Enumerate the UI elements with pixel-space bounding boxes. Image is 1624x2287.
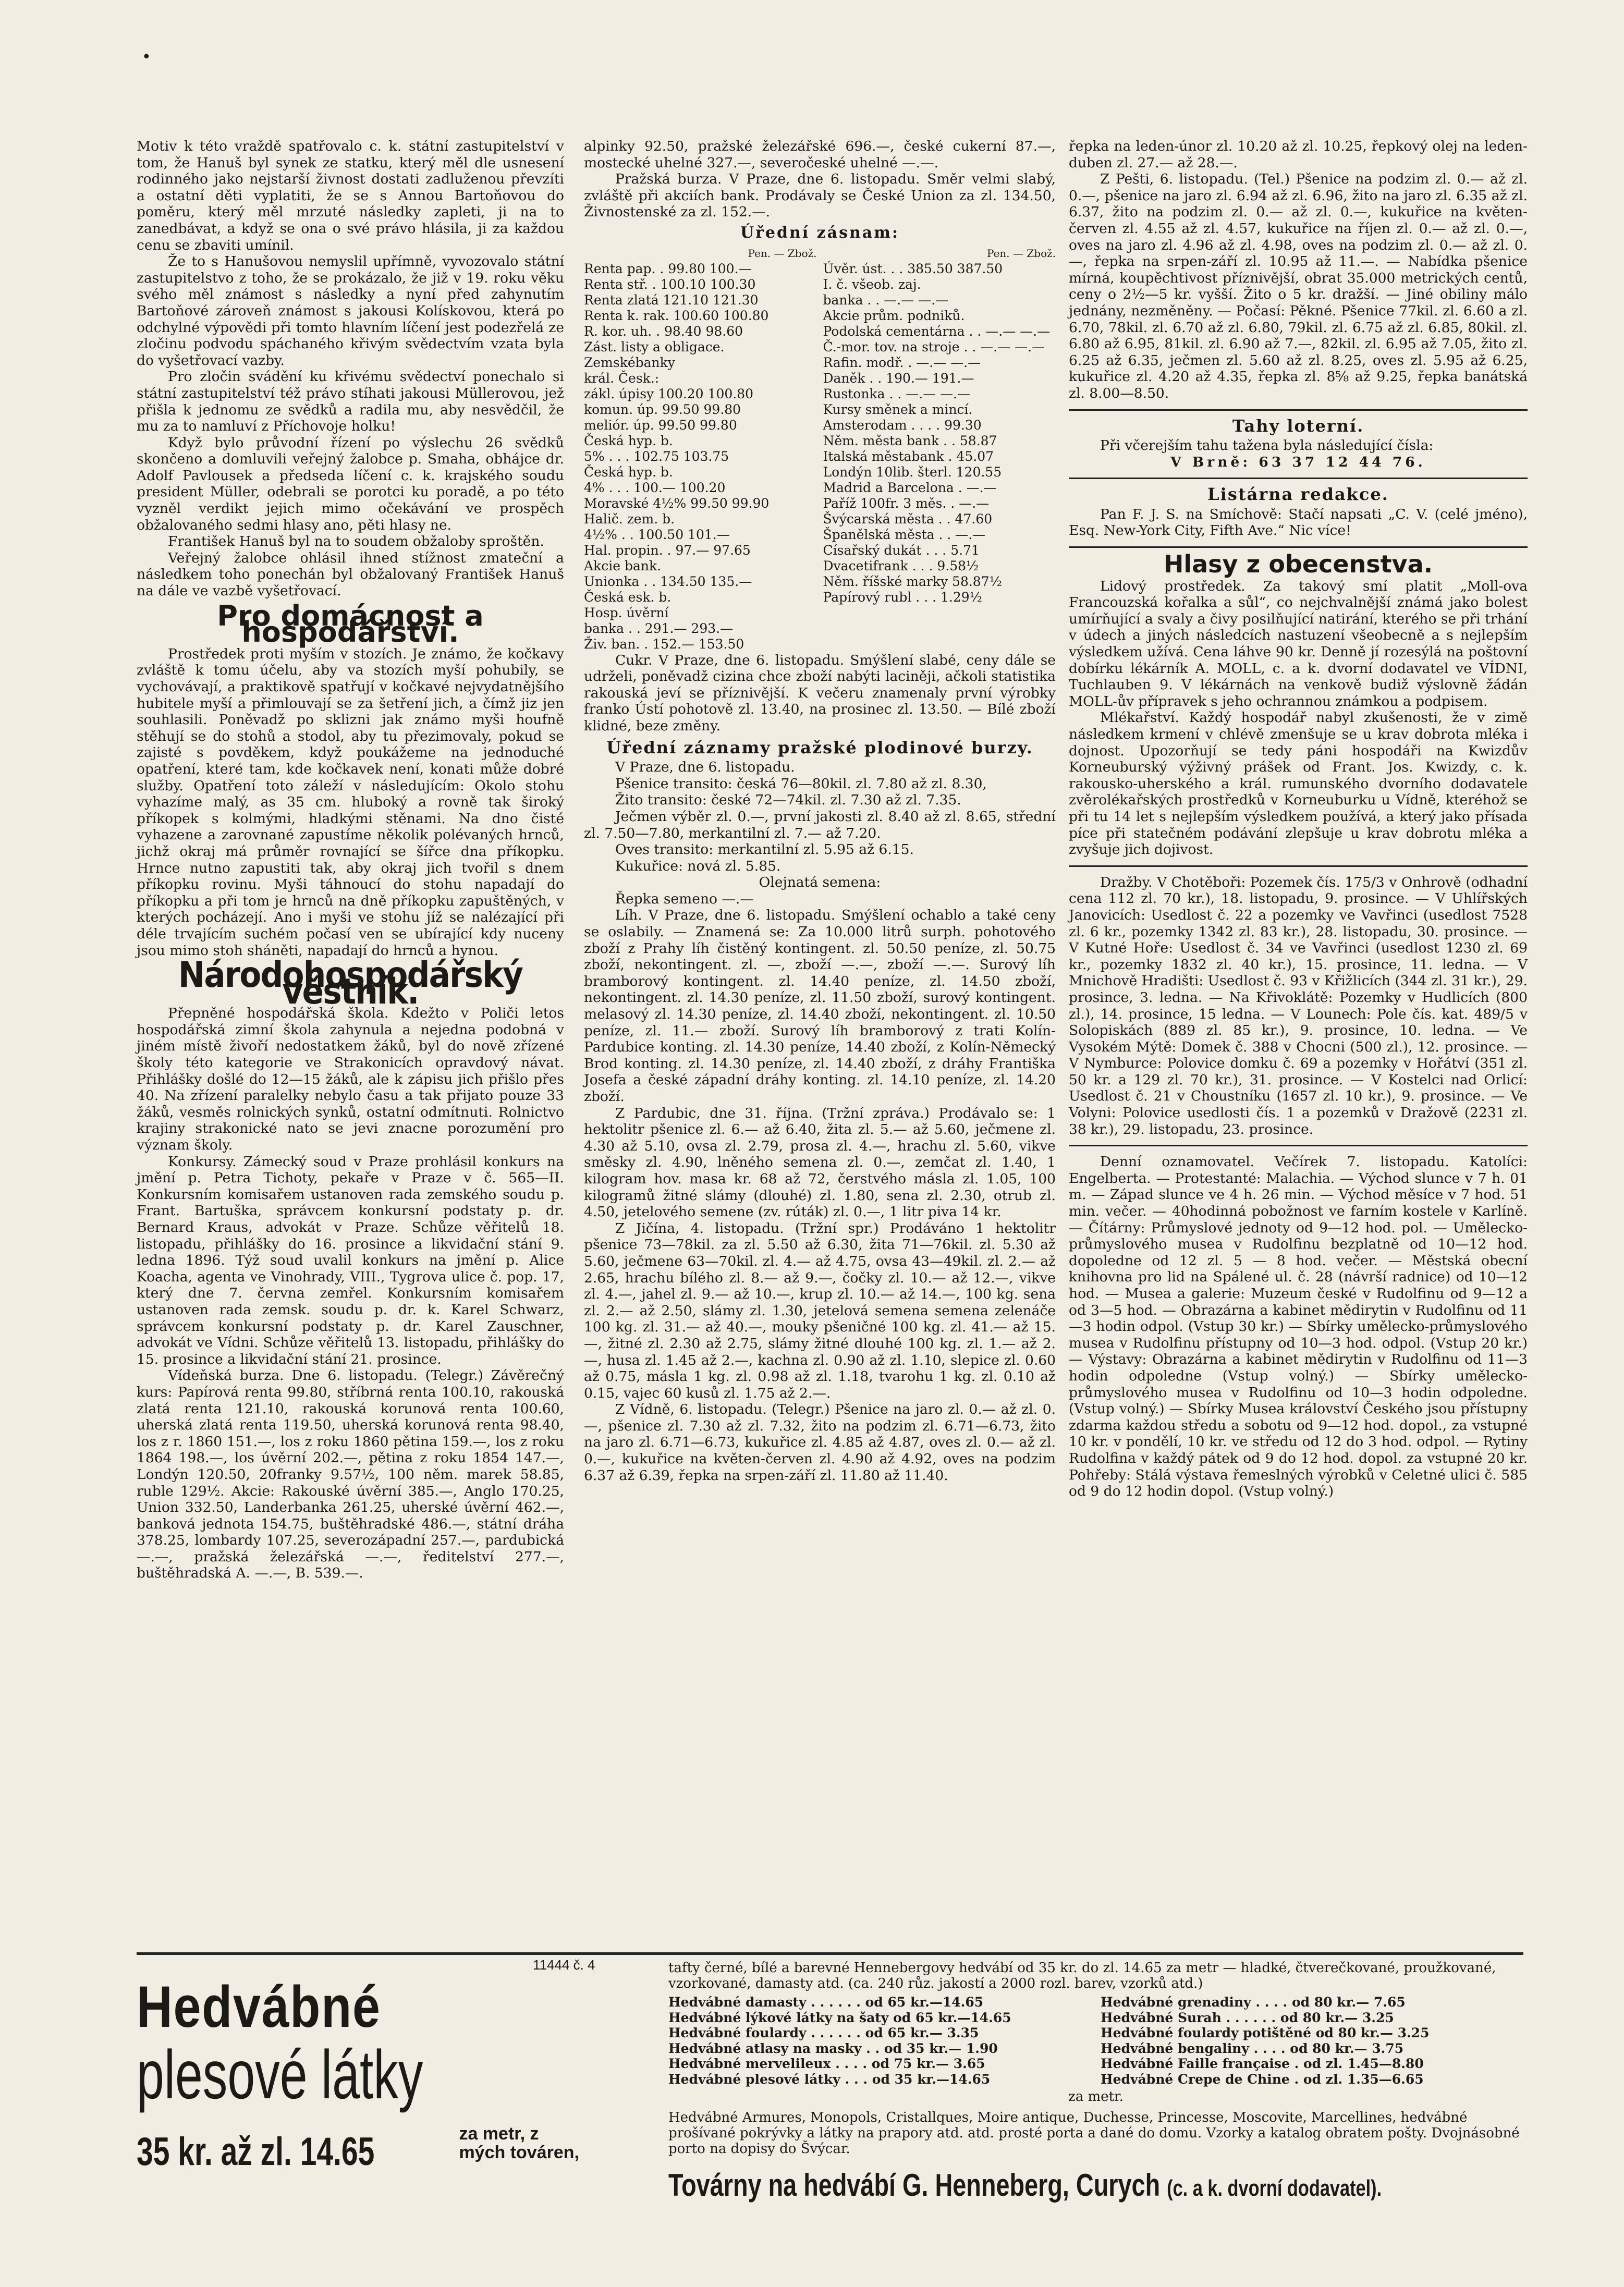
table-row: král. Česk.: <box>584 370 660 386</box>
divider <box>1069 1145 1528 1146</box>
section-heading-lottery: Tahy loterní. <box>1232 415 1364 436</box>
table-row: Rustonka . . —.— —.— <box>823 386 971 401</box>
lottery-label: V Brně: <box>1170 454 1251 470</box>
table-header: Pen. — Zbož. <box>987 247 1056 260</box>
ad-list-item: Hedvábné foulardy . . . . . . od 65 kr.— 3.35 <box>668 2025 979 2040</box>
section-heading-letters: Listárna redakce. <box>1207 484 1389 505</box>
table-row: Úvěr. úst. . . 385.50 387.50 <box>823 261 1003 276</box>
table-row: Renta stř. . 100.10 100.30 <box>584 276 756 292</box>
article-paragraph: Veřejný žalobce ohlásil ihned stížnost zmateční a následkem toho ponechán byl obžalovaný František Hanuš na dále ve vazbě vyšetřovací. <box>137 549 564 600</box>
article-paragraph: Ječmen výběr zl. 0.—, první jakosti zl. 8.40 až zl. 8.65, střední zl. 7.50—7.80, merkantilní zl. 7.— až 7.20. <box>584 808 1056 841</box>
article-paragraph: František Hanuš byl na to soudem obžaloby sproštěn. <box>168 533 544 550</box>
table-row: Hal. propin. . 97.— 97.65 <box>584 542 751 558</box>
table-row: Něm. města bank . . 58.87 <box>823 433 997 448</box>
article-paragraph: Pan F. J. S. na Smíchově: Stačí napsati „C. V. (celé jméno), Esq. New-York City, Fifth Ave.“ Nic více! <box>1069 506 1528 539</box>
article-paragraph: V Praze, dne 6. listopadu. <box>615 759 795 776</box>
divider <box>1069 865 1528 867</box>
ad-list-item: Hedvábné atlasy na masky . . od 35 kr.— 1.90 <box>668 2040 998 2056</box>
table-row: Hosp. úvěrní <box>584 605 669 620</box>
article-paragraph: Vídeňská burza. Dne 6. listopadu. (Telegr.) Závěrečný kurs: Papírová renta 99.80, stříbrná renta 100.10, rakouská zlatá renta 121.10, rakouská korunová renta 100.60, uherská zlatá renta 119.50, uherská korunová renta 98.40, los z r. 1860 151.—, los z roku 1860 pětina 159.—, los z roku 1864 198.—, los úvěrní 202.—, pětina z roku 1854 147.—, Londýn 120.50, 20franky 9.57½, 100 něm. marek 58.85, ruble 129½. Akcie: Rakouské úvěrní 385.—, Anglo 170.25, Union 332.50, Landerbanka 261.25, uherské úvěrní 462.—, banková jednota 154.75, buštěhradské 486.—, státní dráha 378.25, lombardy 107.25, severozápadní 257.—, pardubická —.—, pražská železářská —.—, ředitelství 277.—, buštěhradská A. —.—, B. 539.—. <box>137 1367 564 1582</box>
table-row: Renta pap. . 99.80 100.— <box>584 261 752 276</box>
article-paragraph: Při včerejším tahu tažena byla následující čísla: <box>1100 437 1434 454</box>
divider <box>1069 478 1528 479</box>
ad-list-item: Hedvábné bengaliny . . . . od 80 kr.— 3.75 <box>1101 2040 1404 2056</box>
page-mark: • <box>142 48 151 66</box>
table-row: Renta zlatá 121.10 121.30 <box>584 292 759 308</box>
article-paragraph: Pšenice transito: česká 76—80kil. zl. 7.80 až zl. 8.30, <box>615 775 987 792</box>
table-row: Zást. listy a obligace. <box>584 339 725 354</box>
ad-intro: tafty černé, bílé a barevné Hennebergovy hedvábí od 35 kr. do zl. 14.65 za metr — hladké, čtverečkované, proužkované, vzorkované, damasty atd. (ca. 240 růz. jakostí a 2000 rozl. barev, vzorků atd.) <box>668 1960 1496 1991</box>
section-heading-public-voices: Hlasy z obecenstva. <box>1163 550 1433 579</box>
table-row: Rafin. modř. . —.— —.— <box>823 354 981 370</box>
table-row: Švýcarská města . . 47.60 <box>823 511 993 527</box>
article-paragraph: Lidový prostředek. Za takový smí platit „Moll-ova Francouzská kořalka a sůl“, co nejchvalnější známá jako bolest umírňující a svaly a čivy posilňující natirání, kterého se při trhání v údech a jiných následcích nastuzení všeobecně a s nejlepším výsledkem užívá. Cena láhve 90 kr. Denně jí rozesýlá na poštovní dobírku lékárník A. MOLL, c. a k. dvorní dodavatel ve VÍDNI, Tuchlauben 9. V lékárnách na venkově budiž výslovně žádán MOLL-ův přípravek s jeho ochrannou známkou a podpisem. <box>1069 578 1528 710</box>
article-paragraph: alpinky 92.50, pražské železářské 696.—, české cukerní 87.—, mostecké uhelné 327.—, severočeské uhelné —.—. <box>584 138 1056 171</box>
ad-per-meter: za metr. <box>1068 2089 1124 2105</box>
exchange-table-left <box>584 246 817 652</box>
ad-price-list <box>668 1995 1523 2087</box>
table-row: Podolská cementárna . . —.— —.— <box>823 323 1051 339</box>
article-paragraph: Pro zločin svádění ku křivému svědectví ponechalo si státní zastupitelství též právo stíhati jakousi Müllerovou, jež přišla k jednomu ze svědků a radila mu, aby nesvědčil, že mu za to namluví z Příchovoje holku! <box>137 369 564 435</box>
article-paragraph: Pražská burza. V Praze, dne 6. listopadu. Směr velmi slabý, zvláště při akciích bank. Prodávaly se České Union za zl. 134.50, Živnostenské za zl. 152.—. <box>584 171 1056 221</box>
table-row: Halič. zem. b. <box>584 511 675 527</box>
table-row: Zemskébanky <box>584 354 675 370</box>
exchange-table-right <box>823 246 1056 652</box>
table-row: Česká hyp. b. <box>584 433 673 448</box>
table-row: meliór. úp. 99.50 99.80 <box>584 417 737 433</box>
divider <box>1069 546 1528 548</box>
table-row: Renta k. rak. 100.60 100.80 <box>584 308 769 323</box>
ad-footer-company: Továrny na hedvábí G. Henneberg, Curych <box>668 2168 1161 2203</box>
table-row: Česká hyp. b. <box>584 464 673 480</box>
article-paragraph: Z Pešti, 6. listopadu. (Tel.) Pšenice na podzim zl. 0.— až zl. 0.—, pšenice na jaro zl. 6.94 až zl. 6.96, žito na jaro zl. 6.35 až zl. 6.37, žito na podzim zl. 0.— až zl. 0.—, kukuřice na květen-červen zl. 4.55 až zl. 4.57, kukuřice na říjen zl. 0.— až zl. 0.—, oves na jaro zl. 4.96 až zl. 4.98, oves na podzim zl. 0.— až zl. 0.—, řepka na srpen-září zl. 10.95 až 11.—. — Nabídka pšenice mírná, koupěchtivost příznivější, obrat 35.000 metrických centů, ceny o 2½—5 kr. vyšší. Žito o 5 kr. dražší. — Jiné obiliny málo jednány, nezměněny. — Počasí: Pěkné. Pšenice 77kil. zl. 6.60 a zl. 6.70, 78kil. zl. 6.70 až zl. 6.80, 79kil. zl. 6.75 až zl. 6.85, 80kil. zl. 6.80 až 6.95, 81kil. zl. 6.90 až 7.—, 82kil. zl. 6.95 až 7.05, žito zl. 6.25 až 6.35, ječmen zl. 5.60 až zl. 8.25, oves zl. 5.95 až 6.25, kukuřice zl. 4.20 až 4.35, řepka zl. 8⅝ až 9.25, řepka banátská zl. 8.00—8.50. <box>1069 171 1528 401</box>
ad-closing: Hedvábné Armures, Monopols, Cristallques, Moire antique, Duchesse, Princesse, Moscovite, Marcellines, hedvábné prošívané pokrývky a látky na prapory atd. atd. prosté porta a dané do domu. Vzorky a katalog obratem pošty. Dvojnásobné porto na dopisy do Švýcar. <box>668 2110 1520 2157</box>
article-paragraph: Mlékařství. Každý hospodář nabyl zkušenosti, že v zimě následkem krmení v chlévě zmenšuje se u krav dobrota mléka i dojnost. Upozorňují se tedy páni hospodáři na Kwizdův Korneuburský výživný prášek od Frant. Jos. Kwizdy, c. k. rakousko-uherského a král. rumunského dvorního dodavatele zvěrolékařských prostředků v Korneuburku u Vídně, kteréhož se při tu 14 let s nejlepším výsledkem používá, a který jako přísada píce při statečném podávání zlepšuje u krav dobrotu mléka a zvyšuje jich dojivost. <box>1069 710 1528 858</box>
table-header: Pen. — Zbož. <box>748 247 817 260</box>
table-row: Amsterodam . . . . 99.30 <box>823 417 982 433</box>
ad-price-line <box>137 2111 658 2174</box>
ad-footer <box>668 2168 1382 2203</box>
divider <box>1069 409 1528 411</box>
ad-list-item: Hedvábné lýkové látky na šaty od 65 kr.—14.65 <box>668 2010 1011 2025</box>
section-heading-economy: Národohospodářský věstník. <box>178 955 523 1012</box>
table-row: Živ. ban. . 152.— 153.50 <box>584 636 744 652</box>
exchange-table-title: Úřední zásnam: <box>740 223 900 242</box>
table-row: Italská městabank . 45.07 <box>823 448 994 464</box>
ad-title-line-2: plesové látky <box>137 2036 423 2113</box>
article-paragraph: Z Pardubic, dne 31. října. (Tržní zpráva.) Prodávalo se: 1 hektolitr pšenice zl. 6.— až 6.40, žita zl. 5.— až 5.60, ječmene zl. 4.30 až 5.10, ovsa zl. 2.79, prosa zl. 4.—, hrachu zl. 5.60, vikve směsky zl. 4.90, lněného semena zl. 0.—, zemčat zl. 1.40, 1 kilogram hov. masa kr. 68 až 72, čerstvého másla zl. 1.05, 100 kilogramů žitné slámy (dlouhé) zl. 1.80, sena zl. 2.30, otrub zl. 4.50, jetelového semene (zv. rúták) zl. 0.—, 1 litr piva 14 kr. <box>584 1105 1056 1220</box>
article-paragraph: Prostředek proti myším v stozích. Je známo, že kočkavy zvláště k tomu účelu, aby va stozích myší pohubily, se vychovávají, a praktikově spatřují v kočkavé nejvydatnějšího hubitele myší a přimlouvají se za šetření jich, a čímž jiz jen souhlasili. Poněvadž po sklizni jak známo myši houfně stěhují se do stohů a stodol, aby tu přezimovaly, pokud se zajisté s povděkem, když poukážeme na jednoduché opatření, které tam, kde kočkavek není, konati může dobré služby. Opatření toto záleží v následujícím: Okolo stohu vyhazíme malý, as 35 cm. hluboký a rovně tak široký příkopek s kolmými, hladkými stěnami. Na dno čisté vyhazene a zarovnané zapustíme několik polévaných hrnců, jichž okraj má průměr rovnající se šířce dna příkopku. Hrnce nutno zapustiti tak, aby okraj jich tvořil s dnem příkopku rovinu. Myši táhnoucí do stohu napadají do příkopku a při tom je hrnců na dně příkopku zapuštěných, v kterých pocházejí. Ano i myši ve stohu jíž se nalézající při déle trvajícím suchém počasí ven se ubírající kdy nuceny jsou mimo stoh sháněti, napadají do hrnců a hynou. <box>137 645 564 959</box>
article-paragraph: Dražby. V Chotěboři: Pozemek čís. 175/3 v Onhrově (odhadní cena 112 zl. 70 kr.), 18. listopadu, 9. prosince. — V Uhlířských Janovicích: Usedlost č. 22 a pozemky ve Vavřinci (usedlost 7528 zl. 6 kr., pozemky 1342 zl. 83 kr.), 28. listopadu, 30. prosince. — V Kutné Hoře: Usedlost č. 34 ve Vavřinci (usedlost 1230 zl. 69 kr., pozemky 1832 zl. 40 kr.), 15. prosince, 11. ledna. — V Mnichově Hradišti: Usedlost č. 93 v Křižlicích (344 zl. 31 kr.), 29. prosince, 3. ledna. — Na Křivoklátě: Pozemky v Hudlicích (800 zl.), 14. prosince, 15 ledna. — V Lounech: Pole čís. kat. 489/5 v Solopiskách (889 zl. 85 kr.), 9. prosince, 10. ledna. — Ve Vysokém Mýtě: Domek č. 388 v Chocni (500 zl.), 12. prosince. — V Nymburce: Polovice domku č. 69 a pozemky v Hořátví (351 zl. 50 kr. a 129 zl. 70 kr.), 31. prosince. — V Kostelci nad Orlicí: Usedlost č. 21 v Choustníku (1657 zl. 10 kr.), 9. prosince. — Ve Volyni: Polovice usedlosti čís. 1 a pozemků v Dražově (2231 zl. 38 kr.), 29. listopadu, 23. prosince. <box>1069 874 1528 1138</box>
table-row: Č.-mor. tov. na stroje . . —.— —.— <box>823 339 1045 354</box>
table-row: Londýn 10lib. šterl. 120.55 <box>823 464 1002 480</box>
ad-list-item: Hedvábné mervelileux . . . . od 75 kr.— 3.65 <box>668 2056 985 2071</box>
article-paragraph: Kukuřice: nová zl. 5.85. <box>615 858 781 874</box>
table-row: Paříž 100fr. 3 měs. . —.— <box>823 495 990 511</box>
ad-price-suffix: za metr, z mých továren, <box>459 2123 579 2162</box>
article-paragraph: Přepněné hospodářská škola. Kdežto v Poliči letos hospodářská zimní škola zahynula a nejedna podobná v jiném místě živoří nedostatkem žáků, byl do nově zřízené školy této kategorie ve Strakonicích opravdový návat. Přihlášky došlé do 12—15 žáků, ale k zápisu jich přišlo přes 40. Na zřízení paralelky nebylo času a tak přijato pouze 33 žáků, vesměs rolnických synků, ostatní odmítnuti. Rolnictvo krajiny strakonické nato se jevi znacne porozumění pro význam školy. <box>137 1005 564 1154</box>
table-row: Daněk . . 190.— 191.— <box>823 370 974 386</box>
ad-details-block <box>668 1960 1523 2203</box>
article-paragraph: Olejnatá semena: <box>759 874 881 891</box>
article-paragraph: Oves transito: merkantilní zl. 5.95 až 6.15. <box>615 841 914 858</box>
ad-footer-suffix: (c. a k. dvorní dodavatel). <box>1167 2175 1382 2201</box>
table-row: Česká esk. b. <box>584 589 671 605</box>
ad-title-line-1: Hedvábné <box>137 1974 381 2039</box>
column-2 <box>584 138 1056 1484</box>
article-paragraph: Z Vídně, 6. listopadu. (Telegr.) Pšenice na jaro zl. 0.— až zl. 0.—, pšenice zl. 7.30 až zl. 7.32, žito na podzim zl. 6.71—6.73, žito na jaro zl. 6.71—6.73, kukuřice zl. 4.85 až 4.87, oves zl. 0.— až zl. 0.—, kukuřice na květen-červen zl. 4.90 až 4.92, oves na podzim 6.37 až 6.39, řepka na srpen-září zl. 11.80 až 11.40. <box>584 1401 1056 1484</box>
ad-list-item: Hedvábné Faille française . od zl. 1.45—8.80 <box>1101 2056 1424 2071</box>
table-row: banka . . 291.— 293.— <box>584 620 734 636</box>
article-paragraph: Že to s Hanušovou nemyslil upřímně, vyvozovalo státní zastupitelstvo z toho, že se prokázalo, že již v 19. roku věku svého měl známost s následky a nyní před zahynutím Bartoňové zároveň známost s jakousi Kolískovou, která po odchylné výpovědi při tomto hlavním líčení jest podezřelá ze zločinu podvodu spáchaného křivým svědectvím vzata byla do vyšetřovací vazby. <box>137 253 564 369</box>
table-row: Kursy směnek a mincí. <box>823 401 973 417</box>
article-paragraph: Cukr. V Praze, dne 6. listopadu. Smýšlení slabé, ceny dále se udrželi, poněvadž cizina chce zboží nabýti laciněji, ačkoli statistika rakouská jeví se příznivější. K večeru znamenaly první výrobky franko Ústí pohotově zl. 13.40, na prosinec zl. 13.50. — Bílé zboží klidné, beze změny. <box>584 652 1056 734</box>
table-row: 4% . . . 100.— 100.20 <box>584 480 726 495</box>
table-row: komun. úp. 99.50 99.80 <box>584 401 741 417</box>
table-row: Něm. říšské marky 58.87½ <box>823 573 1002 589</box>
ad-list-item: Hedvábné damasty . . . . . . od 65 kr.—14.65 <box>668 1995 984 2010</box>
table-row: 4½% . . 100.50 101.— <box>584 527 730 542</box>
table-row: zákl. úpisy 100.20 100.80 <box>584 386 754 401</box>
ad-list-item: Hedvábné Crepe de Chine . od zl. 1.35—6.65 <box>1101 2071 1424 2087</box>
article-paragraph: Konkursy. Zámecký soud v Praze prohlásil konkurs na jmění p. Petra Tichoty, pekaře v Praze v č. 565—II. Konkursním komisařem ustanoven rada zemského soudu p. Frant. Bartuška, správcem konkursní podstaty p. dr. Bernard Kraus, advokát v Praze. Schůze věřitelů 18. listopadu, přihlášky do 16. prosince a likvidační stání 9. ledna 1896. Týž soud uvalil konkurs na jmění p. Alice Koacha, agenta ve Vinohrady, VIII., Tygrova ulice č. pop. 17, který dne 7. června zemřel. Konkursním komisařem ustanoven rada zemsk. soudu p. dr. k. Karel Schwarz, správcem konkursní podstaty p. dr. Karel Zauschner, advokát ve Vídni. Schůze věřitelů 13. listopadu, přihlášky do 15. prosince a likvidační stání 21. prosince. <box>137 1153 564 1367</box>
table-row: Madrid a Barcelona . —.— <box>823 480 997 495</box>
column-3 <box>1069 138 1528 1500</box>
table-row: Akcie bank. <box>584 558 662 573</box>
exchange-table <box>584 246 1056 652</box>
table-row: Dvacetifrank . . . 9.58½ <box>823 558 979 573</box>
column-1 <box>137 138 564 1582</box>
table-row: Španělská města . . —.— <box>823 527 986 542</box>
ad-price: 35 kr. až zl. 14.65 <box>137 2130 375 2174</box>
table-row: Císařský dukát . . . 5.71 <box>823 542 980 558</box>
ad-list-item: Hedvábné Surah . . . . . . od 80 kr.— 3.25 <box>1101 2010 1394 2025</box>
article-paragraph: Když bylo průvodní řízení po výslechu 26 svědků skončeno a domluvili veřejný žalobce p. Smaha, obhájce dr. Adolf Pavlousek a předseda líčení c. k. krajského soudu president Müller, odebrali se porotci ku poradě, a po této vyzněl verdikt jejich mimo očekávání ve prospěch obžalovaného sedmi hlasy ano, pěti hlasy ne. <box>137 434 564 533</box>
article-paragraph: Žito transito: české 72—74kil. zl. 7.30 až zl. 7.35. <box>615 792 961 809</box>
table-row: 5% . . . 102.75 103.75 <box>584 448 729 464</box>
table-row: banka . . —.— —.— <box>823 292 949 308</box>
table-row: Unionka . . 134.50 135.— <box>584 573 752 589</box>
article-paragraph: Líh. V Praze, dne 6. listopadu. Smýšlení ochablo a také ceny se oslabily. — Znamená se: Za 10.000 litrů surph. pohotového zboží z Prahy líh čistěný kontingent. zl. 50.50 peníze, zl. 50.75 zboží, nekontingent. zl. —, zboží —.—, zboží —.—. Surový líh bramborový kontingent. zl. 14.40 peníze, zl. 14.50 zboží, nekontingent. zl. 14.30 peníze, zl. 11.50 zboží, surový kontingent. melasový zl. 14.30 peníze, zl. 14.40 zboží, nekontingent. zl. 10.50 peníze, zl. 11.— zboží. Surový líh bramborový z trati Kolín-Pardubice konting. zl. 14.30 peníze, 14.40 zboží, z Kolín-Německý Brod konting. zl. 14.30 peníze, zl. 14.40 zboží, z dráhy Františka Josefa a české západní dráhy konting. zl. 14.10 peníze, zl. 14.20 zboží. <box>584 907 1056 1105</box>
article-paragraph: Denní oznamovatel. Večírek 7. listopadu. Katolíci: Engelberta. — Protestanté: Malachia. — Východ slunce v 7 h. 01 m. — Západ slunce ve 4 h. 26 min. — Východ měsíce v 7 hod. 51 min. večer. — 40hodinná pobožnost ve farním kostele v Karlíně. — Čítárny: Průmyslové jednoty od 9—12 hod. pol. — Umělecko-průmyslového musea v Rudolfinu bezplatně od 10—12 hod. dopoledne od 12 zl. 5 — 8 hod. večer. — Městská obecní knihovna pro lid na Spálené ul. č. 28 (návrší radnice) od 10—12 hod. — Musea a galerie: Muzeum české v Rudolfinu od 9—12 a od 3—5 hod. — Obrazárna a kabinet mědirytin v Rudolfinu od 11—3 hodin odpol. (Vstup 30 kr.) — Sbírky umělecko-průmyslového musea v Rudolfinu přístupny od 10—3 hod. odpol. (Vstup 20 kr.) — Výstavy: Obrazárna a kabinet mědirytin v Rudolfinu od 11—3 hodin odpoledne (Vstup volný.) — Sbírky umělecko-průmyslového musea v Rudolfinu od 10—3 hodin odpoledne. (Vstup volný.) — Sbírky Musea království Českého jsou přístupny zdarma každou středu a sobotu od 9—12 hod. dopol., za vstupné 10 kr. v pondělí, 10 kr. ve středu od 12 do 3 hod. odpol. — Rytiny Rudolfina v každý pátek od 9 do 12 hod. dopol. za vstupné 20 kr. Pohřeby: Stálá výstava řemeslných výrobků v Celetné ulici č. 585 od 9 do 12 hodin dopol. (Vstup volný.) <box>1069 1154 1528 1500</box>
table-row: R. kor. uh. . 98.40 98.60 <box>584 323 743 339</box>
table-row: Papírový rubl . . . 1.29½ <box>823 589 982 605</box>
article-paragraph: Motiv k této vraždě spatřovalo c. k. státní zastupitelství v tom, že Hanuš byl synek ze statku, který měl dle usnesení rodinného jako nejstarší živnost dostati zadluženou převzíti a ostatní děti vyplatiti, že se s Annou Bartoňovou do poměru, který měl mrzuté následky zapleti, ji na to zanedbávat, a když se ona o své právo hlásila, ji za každou cenu se zbaviti umínil. <box>137 138 564 253</box>
ad-list-item: Hedvábné plesové látky . . . od 35 kr.—14.65 <box>668 2071 991 2087</box>
lottery-values: 63 37 12 44 76. <box>1259 454 1426 470</box>
lottery-numbers <box>1069 454 1528 471</box>
table-row: Moravské 4½% 99.50 99.90 <box>584 495 770 511</box>
article-paragraph: Z Jičína, 4. listopadu. (Tržní spr.) Prodáváno 1 hektolitr pšenice 73—78kil. za zl. 5.50 až 6.30, žita 71—76kil. zl. 5.30 až 5.60, ječmene 63—70kil. zl. 4.— až 4.75, ovsa 43—49kil. zl. 2.— až 2.65, hrachu bílého zl. 8.— až 9.—, čočky zl. 10.— až 12.—, vikve zl. 4.—, jahel zl. 9.— až 10.—, krup zl. 10.— až 14.—, 100 kg. sena zl. 2.— až 2.50, slámy zl. 1.30, jetelová semena semena zelenáče 100 kg. zl. 31.— až 40.—, mouky pšeničné 100 kg. zl. 41.— až 15.—, žitné zl. 2.30 až 2.75, slámy žitné dlouhé 100 kg. zl. 1.— až 2.—, husa zl. 1.45 až 2.—, kachna zl. 0.90 až zl. 1.10, slepice zl. 0.60 až 0.75, másla 1 kg. zl. 0.98 až zl. 1.18, tvarohu 1 kg. zl. 0.10 až 0.15, vajec 60 kusů zl. 1.75 až 2.—. <box>584 1220 1056 1401</box>
ad-headline-block <box>137 1955 658 2208</box>
article-paragraph: řepka na leden-únor zl. 10.20 až zl. 10.25, řepkový olej na leden-duben zl. 27.— až 28.—. <box>1069 138 1528 171</box>
table-row: Akcie prům. podniků. <box>823 308 965 323</box>
section-heading-grain-exchange: Úřední záznamy pražské plodinové burzy. <box>606 737 1033 757</box>
ad-reference: 11444 č. 4 <box>533 1957 595 1973</box>
ad-list-item: Hedvábné grenadiny . . . . od 80 kr.— 7.65 <box>1101 1995 1406 2010</box>
ad-list-item: Hedvábné foulardy potištěné od 80 kr.— 3.25 <box>1101 2025 1430 2040</box>
article-paragraph: Řepka semeno —.— <box>615 890 754 907</box>
table-row: I. č. všeob. zaj. <box>823 276 921 292</box>
section-heading-household: Pro domácnost a hospodářství. <box>217 599 484 649</box>
advertisement-henneberg <box>137 1952 1523 2208</box>
